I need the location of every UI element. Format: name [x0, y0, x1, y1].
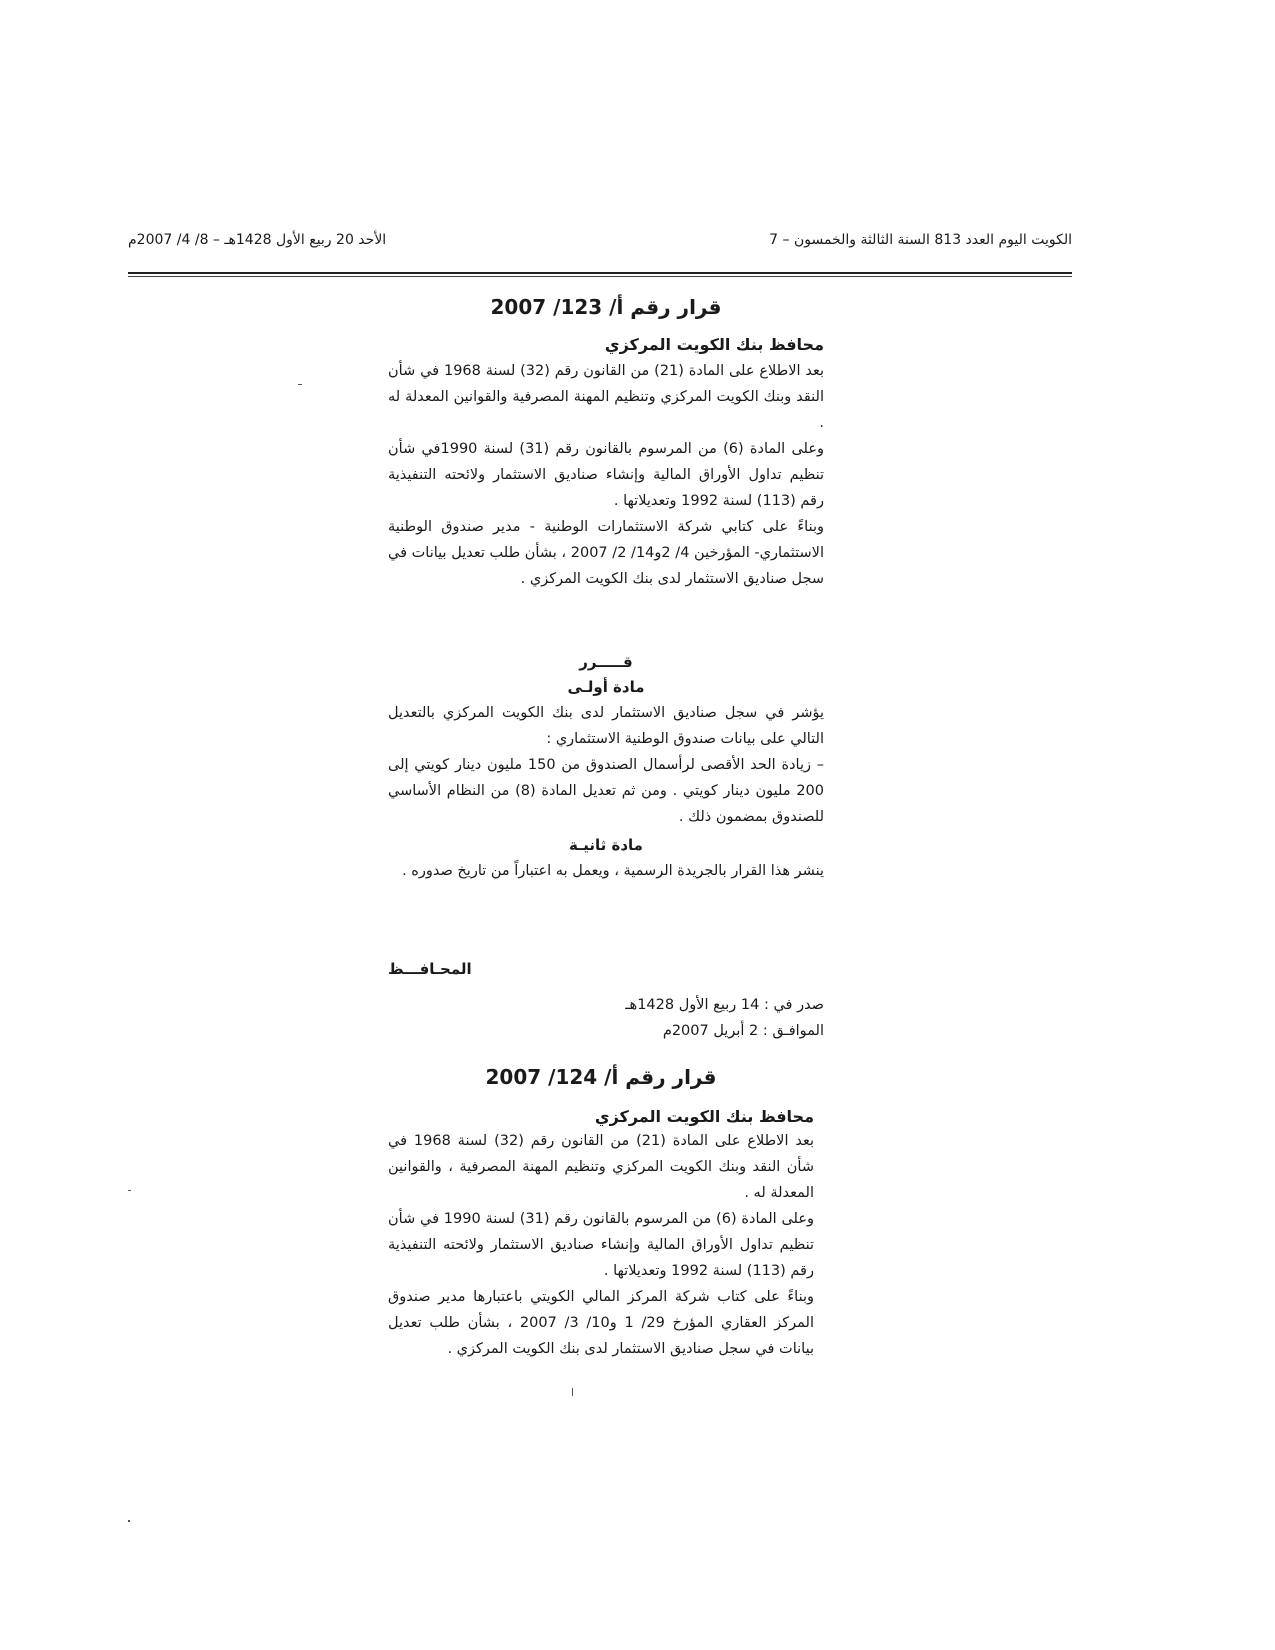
governor-signature: المحـافـــظ	[388, 960, 472, 978]
preamble	[388, 358, 824, 592]
decided-heading: قـــــرر	[579, 653, 633, 671]
article-paragraph: ينشر هذا القرار بالجريدة الرسمية ، ويعمل به اعتباراً من تاريخ صدوره .	[402, 863, 824, 879]
preamble-paragraph: وعلى المادة (6) من المرسوم بالقانون رقم (31) لسنة 1990 في شأن تنظيم تداول الأوراق المالية وإنشاء صناديق الاستثمار ولائحته التنفيذية رقم (113) لسنة 1992 وتعديلاتها .	[388, 1211, 815, 1279]
header-publication-info: الكويت اليوم العدد 813 السنة الثالثة والخمسون – 7	[769, 232, 1072, 248]
article-paragraph: يؤشر في سجل صناديق الاستثمار لدى بنك الكويت المركزي بالتعديل التالي على بيانات صندوق الوطنية الاستثماري :	[388, 705, 824, 747]
issue-date-hijri: صدر في : 14 ربيع الأول 1428هـ	[625, 997, 824, 1013]
header-rule	[128, 272, 1072, 274]
scan-speck	[128, 1520, 130, 1522]
article-1-title: مادة أولـى	[567, 678, 645, 696]
preamble-paragraph: بعد الاطلاع على المادة (21) من القانون رقم (32) لسنة 1968 في شأن النقد وبنك الكويت المركزي وتنظيم المهنة المصرفية ، والقوانين المعدلة له .	[388, 1133, 814, 1201]
issue-date	[584, 992, 824, 1044]
preamble-paragraph: وبناءً على كتابي شركة الاستثمارات الوطنية - مدير صندوق الوطنية الاستثماري- المؤرخين 4/ 2و14/ 2/ 2007 ، بشأن طلب تعديل بيانات في سجل صناديق الاستثمار لدى بنك الكويت المركزي .	[388, 519, 824, 587]
preamble-paragraph: وعلى المادة (6) من المرسوم بالقانون رقم (31) لسنة 1990في شأن تنظيم تداول الأوراق المالية وإنشاء صناديق الاستثمار ولائحته التنفيذية رقم (113) لسنة 1992 وتعديلاتها .	[388, 441, 825, 509]
decision-title: قرار رقم أ/ 123/ 2007	[490, 295, 722, 319]
preamble-paragraph: وبناءً على كتاب شركة المركز المالي الكويتي باعتبارها مدير صندوق المركز العقاري المؤرخ 29/ 1 و10/ 3/ 2007 ، بشأن طلب تعديل بيانات في سجل صناديق الاستثمار لدى بنك الكويت المركزي .	[388, 1289, 814, 1357]
decision-title: قرار رقم أ/ 124/ 2007	[485, 1065, 717, 1089]
article-2-title: مادة ثانيـة	[569, 836, 643, 854]
preamble	[388, 1128, 814, 1362]
scan-speck	[572, 1388, 573, 1396]
article-1-body	[388, 700, 824, 830]
scan-speck	[128, 1190, 131, 1191]
governor-heading: محافظ بنك الكويت المركزي	[594, 1107, 814, 1126]
article-2-body	[388, 858, 824, 884]
governor-heading: محافظ بنك الكويت المركزي	[604, 335, 824, 354]
page-header	[128, 232, 1072, 272]
header-rule-thin	[128, 276, 1072, 277]
header-date: الأحد 20 ربيع الأول 1428هـ – 8/ 4/ 2007م	[128, 232, 387, 248]
article-paragraph: – زيادة الحد الأقصى لرأسمال الصندوق من 150 مليون دينار كويتي إلى 200 مليون دينار كويتي . ومن ثم تعديل المادة (8) من النظام الأساسي للصندوق بمضمون ذلك .	[388, 757, 825, 825]
scan-speck	[298, 384, 302, 385]
preamble-paragraph: بعد الاطلاع على المادة (21) من القانون رقم (32) لسنة 1968 في شأن النقد وبنك الكويت المركزي وتنظيم المهنة المصرفية والقوانين المعدلة له .	[388, 363, 825, 431]
issue-date-gregorian: الموافـق : 2 أبريل 2007م	[662, 1023, 824, 1039]
